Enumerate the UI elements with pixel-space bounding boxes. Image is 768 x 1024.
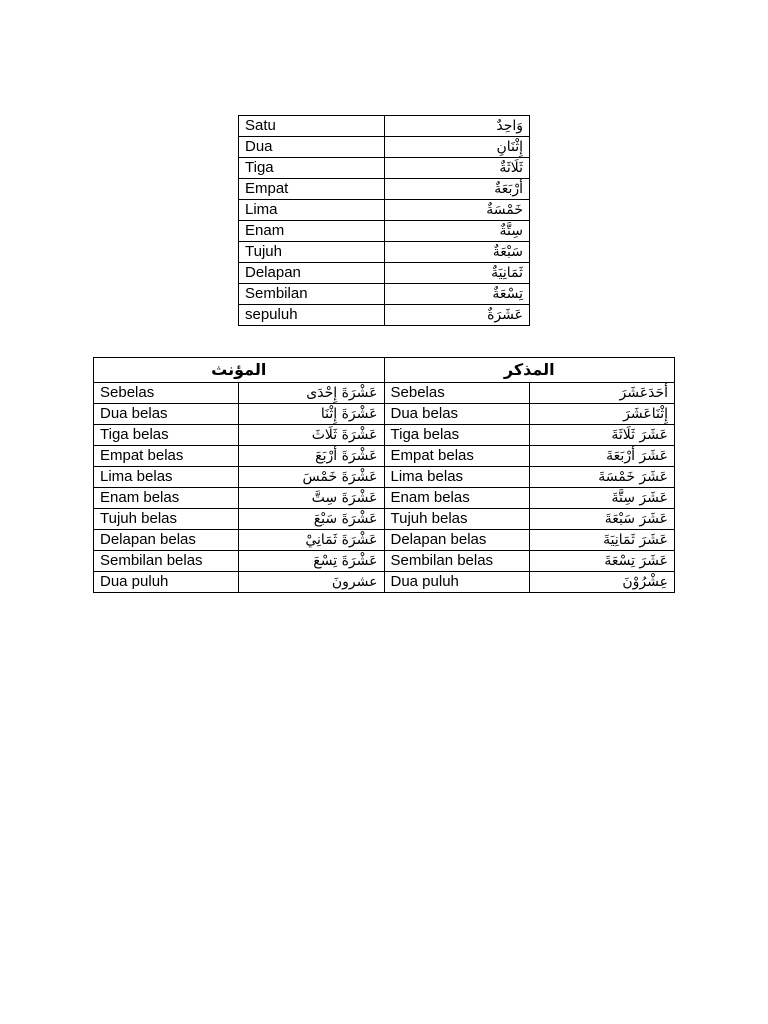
masculine-arabic-cell: عَشَرَ تِسْعَةَ (529, 551, 674, 572)
header-row (94, 358, 675, 383)
masculine-latin-cell: Dua belas (384, 404, 529, 425)
arabic-number-cell: ثَمَانِيَةٌ (384, 263, 529, 284)
table-row (94, 425, 675, 446)
masculine-latin-cell: Dua puluh (384, 572, 529, 593)
masculine-latin-cell: Empat belas (384, 446, 529, 467)
arabic-number-cell: سَبْعَةٌ (384, 242, 529, 263)
feminine-latin-cell: Lima belas (94, 467, 239, 488)
latin-number-cell: Lima (239, 200, 385, 221)
latin-number-cell: sepuluh (239, 305, 385, 326)
masculine-arabic-cell: عَشَرَ سِتَّةَ (529, 488, 674, 509)
table-row (239, 284, 530, 305)
table-row (239, 221, 530, 242)
feminine-latin-cell: Dua belas (94, 404, 239, 425)
feminine-latin-cell: Enam belas (94, 488, 239, 509)
table-row (94, 509, 675, 530)
table-row (94, 530, 675, 551)
table-row (239, 263, 530, 284)
masculine-latin-cell: Delapan belas (384, 530, 529, 551)
masculine-latin-cell: Tiga belas (384, 425, 529, 446)
masculine-latin-cell: Tujuh belas (384, 509, 529, 530)
arabic-number-cell: أَرْبَعَةٌ (384, 179, 529, 200)
arabic-number-cell: إِثْنَانِ (384, 137, 529, 158)
table-row (239, 116, 530, 137)
feminine-latin-cell: Sebelas (94, 383, 239, 404)
latin-number-cell: Sembilan (239, 284, 385, 305)
table-row (239, 179, 530, 200)
feminine-latin-cell: Delapan belas (94, 530, 239, 551)
table-row (239, 242, 530, 263)
arabic-number-cell: عَشَرَةٌ (384, 305, 529, 326)
table-row (94, 572, 675, 593)
latin-number-cell: Delapan (239, 263, 385, 284)
table-row (94, 404, 675, 425)
latin-number-cell: Satu (239, 116, 385, 137)
latin-number-cell: Tiga (239, 158, 385, 179)
masculine-arabic-cell: إِثْنَاعَشَرَ (529, 404, 674, 425)
table-row (239, 137, 530, 158)
masculine-arabic-cell: عَشَرَ خَمْسَةَ (529, 467, 674, 488)
latin-number-cell: Empat (239, 179, 385, 200)
latin-number-cell: Dua (239, 137, 385, 158)
masculine-header: المذكر (384, 358, 675, 383)
feminine-arabic-cell: عَشْرَةَ إِحْدَى (239, 383, 384, 404)
arabic-number-cell: تِسْعَةٌ (384, 284, 529, 305)
numbers-eleven-to-twenty-table (93, 357, 675, 593)
masculine-latin-cell: Sebelas (384, 383, 529, 404)
table-row (94, 467, 675, 488)
masculine-arabic-cell: عَشَرَ سَبْعَةَ (529, 509, 674, 530)
masculine-arabic-cell: عَشَرَ ثَلَاثَةَ (529, 425, 674, 446)
feminine-arabic-cell: عَشْرَةَ ثَلَاثَ (239, 425, 384, 446)
feminine-latin-cell: Dua puluh (94, 572, 239, 593)
table-row (239, 200, 530, 221)
numbers-one-to-ten-table (238, 115, 530, 326)
masculine-latin-cell: Lima belas (384, 467, 529, 488)
masculine-latin-cell: Enam belas (384, 488, 529, 509)
arabic-number-cell: خَمْسَةٌ (384, 200, 529, 221)
feminine-header: المؤنث (94, 358, 385, 383)
latin-number-cell: Enam (239, 221, 385, 242)
masculine-arabic-cell: عِشْرُوْنَ (529, 572, 674, 593)
table-row (239, 305, 530, 326)
arabic-number-cell: وَاحِدٌ (384, 116, 529, 137)
table-row (94, 383, 675, 404)
masculine-arabic-cell: عَشَرَ ثَمَانِيَةَ (529, 530, 674, 551)
arabic-number-cell: ثَلَاثَةٌ (384, 158, 529, 179)
feminine-arabic-cell: عشرونَ (239, 572, 384, 593)
feminine-arabic-cell: عَشْرَةَ ثَمَانِيْ (239, 530, 384, 551)
feminine-arabic-cell: عَشْرَةَ خَمْسَ (239, 467, 384, 488)
masculine-arabic-cell: عَشَرَ أَرْبَعَةَ (529, 446, 674, 467)
masculine-arabic-cell: أَحَدَعَشَرَ (529, 383, 674, 404)
table-row (94, 551, 675, 572)
table-row (94, 488, 675, 509)
masculine-latin-cell: Sembilan belas (384, 551, 529, 572)
arabic-number-cell: سِتَّةٌ (384, 221, 529, 242)
feminine-latin-cell: Sembilan belas (94, 551, 239, 572)
feminine-arabic-cell: عَشْرَةَ تِسْعَ (239, 551, 384, 572)
feminine-latin-cell: Empat belas (94, 446, 239, 467)
latin-number-cell: Tujuh (239, 242, 385, 263)
feminine-arabic-cell: عَشْرَةَ سَبْعَ (239, 509, 384, 530)
feminine-latin-cell: Tujuh belas (94, 509, 239, 530)
feminine-arabic-cell: عَشْرَةَ إِثْنَا (239, 404, 384, 425)
feminine-arabic-cell: عَشْرَةَ أَرْبَعَ (239, 446, 384, 467)
table-row (94, 446, 675, 467)
table-row (239, 158, 530, 179)
feminine-arabic-cell: عَشْرَةَ سِتَّ (239, 488, 384, 509)
feminine-latin-cell: Tiga belas (94, 425, 239, 446)
